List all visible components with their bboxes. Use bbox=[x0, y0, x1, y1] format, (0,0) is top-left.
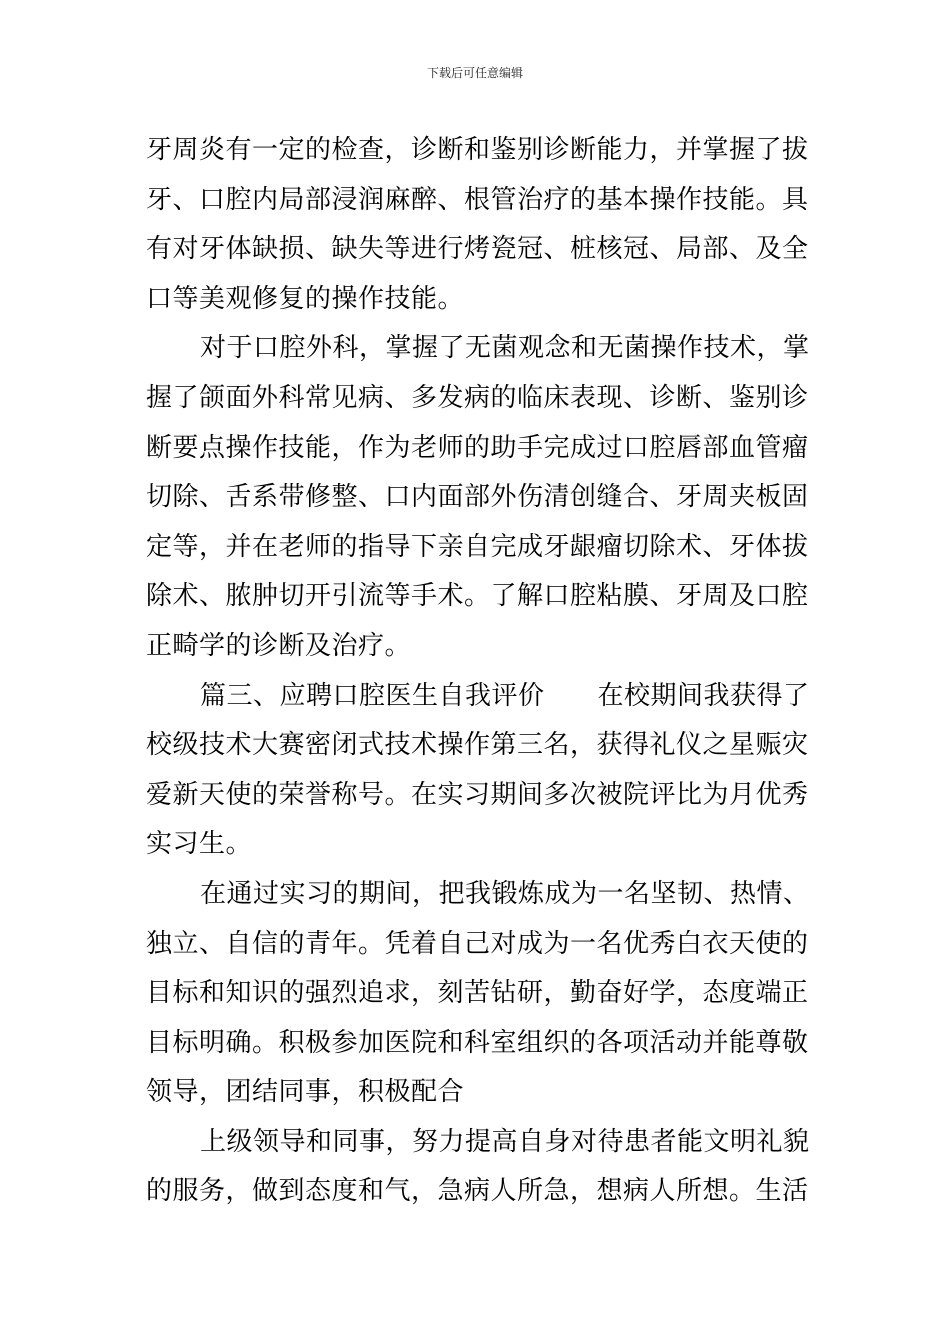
paragraph bbox=[146, 324, 810, 671]
paragraph-line: 领导，团结同事，积极配合 bbox=[146, 1077, 465, 1108]
document-body bbox=[146, 126, 810, 1217]
paragraph-line: 独立、自信的青年。凭着自己对成为一名优秀白衣天使的 bbox=[146, 928, 809, 959]
paragraph-line: 目标和知识的强烈追求，刻苦钻研，勤奋好学，态度端正 bbox=[146, 978, 809, 1009]
paragraph-line: 牙、口腔内局部浸润麻醉、根管治疗的基本操作技能。具 bbox=[146, 184, 809, 215]
paragraph-line: 牙周炎有一定的检查，诊断和鉴别诊断能力，并掌握了拔 bbox=[146, 135, 809, 165]
paragraph bbox=[146, 672, 810, 870]
paragraph-line: 目标明确。积极参加医院和科室组织的各项活动并能尊敬 bbox=[146, 1027, 809, 1058]
paragraph-line: 爱新天使的荣誉称号。在实习期间多次被院评比为月优秀 bbox=[146, 779, 809, 810]
paragraph-line: 上级领导和同事，努力提高自身对待患者能文明礼貌 bbox=[200, 1126, 810, 1157]
paragraph-line: 的服务，做到态度和气，急病人所急，想病人所想。生活 bbox=[146, 1176, 809, 1207]
paragraph bbox=[146, 126, 810, 324]
paragraph bbox=[146, 1118, 810, 1217]
paragraph-line: 有对牙体缺损、缺失等进行烤瓷冠、桩核冠、局部、及全 bbox=[146, 234, 809, 265]
page-header-note: 下载后可任意编辑 bbox=[426, 66, 523, 80]
paragraph bbox=[146, 870, 810, 1118]
paragraph-line: 对于口腔外科，掌握了无菌观念和无菌操作技术，掌 bbox=[200, 333, 810, 364]
paragraph-line: 切除、舌系带修整、口内面部外伤清创缝合、牙周夹板固 bbox=[146, 482, 809, 513]
paragraph-line: 校级技术大赛密闭式技术操作第三名，获得礼仪之星赈灾 bbox=[146, 730, 809, 761]
paragraph-line: 在通过实习的期间，把我锻炼成为一名坚韧、热情、 bbox=[200, 878, 810, 909]
paragraph-line: 篇三、应聘口腔医生自我评价 在校期间我获得了 bbox=[200, 680, 810, 711]
paragraph-line: 定等，并在老师的指导下亲自完成牙龈瘤切除术、牙体拔 bbox=[146, 531, 809, 562]
paragraph-line: 除术、脓肿切开引流等手术。了解口腔粘膜、牙周及口腔 bbox=[146, 581, 809, 612]
paragraph-line: 断要点操作技能，作为老师的助手完成过口腔唇部血管瘤 bbox=[146, 432, 809, 463]
paragraph-line: 口等美观修复的操作技能。 bbox=[146, 283, 465, 314]
paragraph-line: 握了颌面外科常见病、多发病的临床表现、诊断、鉴别诊 bbox=[146, 382, 809, 413]
paragraph-line: 实习生。 bbox=[146, 829, 253, 860]
paragraph-line: 正畸学的诊断及治疗。 bbox=[146, 630, 412, 661]
